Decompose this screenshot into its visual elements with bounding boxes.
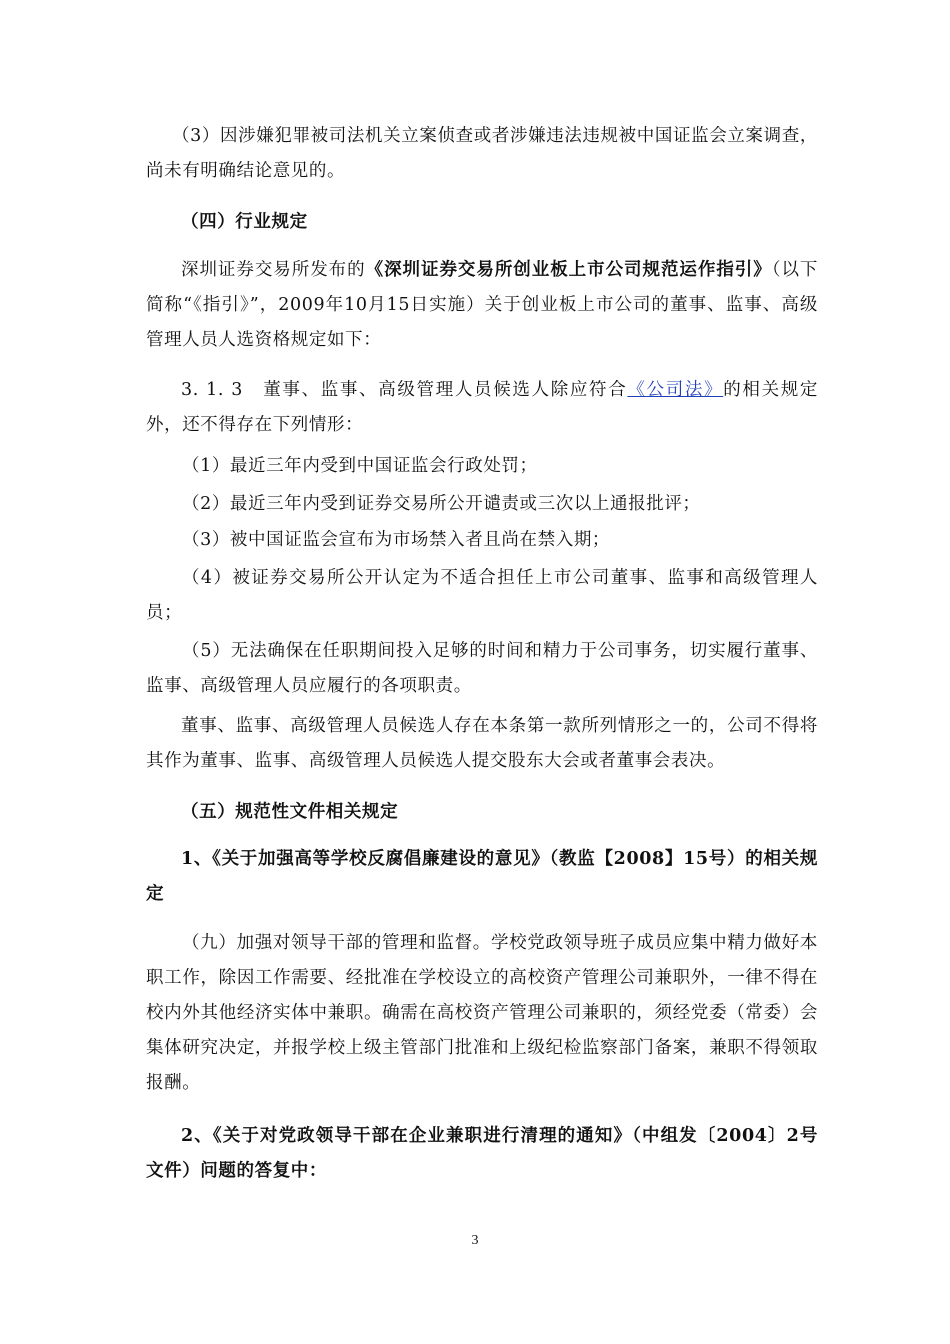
text-segment: 深圳证券交易所发布的 [181, 260, 366, 280]
section-heading-industry-rules: （四）行业规定 [181, 212, 308, 232]
text-segment: 3. 1. 3 董事、监事、高级管理人员候选人除应符合 [181, 380, 628, 400]
paragraph-item-3-investigation: （3）因涉嫌犯罪被司法机关立案侦查或者涉嫌违法违规被中国证监会立案调查，尚未有明确结论意见的。 [146, 126, 818, 181]
page-number: 3 [471, 1233, 479, 1248]
guideline-title: 《深圳证券交易所创业板上市公司规范运作指引》 [365, 260, 772, 280]
list-item-5: （5）无法确保在任职期间投入足够的时间和精力于公司事务，切实履行董事、监事、高级管理人员应履行的各项职责。 [146, 641, 818, 696]
list-item-4: （4）被证券交易所公开认定为不适合担任上市公司董事、监事和高级管理人员； [146, 568, 818, 623]
paragraph-article-3-1-3 [146, 373, 818, 443]
subheading-anti-corruption-opinion: 1、《关于加强高等学校反腐倡廉建设的意见》（教监【2008】15号）的相关规定 [146, 849, 818, 904]
text-segment: （以下简称“《指引》”，2009年10月15日实施）关于创业板上市公司的董事、监事、高级管理人员人选资格规定如下： [146, 260, 819, 350]
paragraph-candidate-restriction: 董事、监事、高级管理人员候选人存在本条第一款所列情形之一的，公司不得将其作为董事、监事、高级管理人员候选人提交股东大会或者董事会表决。 [146, 716, 818, 771]
company-law-link[interactable]: 《公司法》 [627, 380, 724, 400]
section-heading-normative-docs: （五）规范性文件相关规定 [181, 802, 399, 822]
paragraph-szse-guideline [146, 253, 818, 358]
subheading-concurrent-posts-notice: 2、《关于对党政领导干部在企业兼职进行清理的通知》（中组发〔2004〕2号文件）问题的答复中： [146, 1126, 818, 1181]
paragraph-article-nine: （九）加强对领导干部的管理和监督。学校党政领导班子成员应集中精力做好本职工作，除因工作需要、经批准在学校设立的高校资产管理公司兼职外，一律不得在校内外其他经济实体中兼职。确需在高校资产管理公司兼职的，须经党委（常委）会集体研究决定，并报学校上级主管部门批准和上级纪检监察部门备案，兼职不得领取报酬。 [146, 933, 818, 1093]
text-segment: 的相关规定外，还不得存在下列情形： [146, 380, 819, 435]
list-item-3: （3）被中国证监会宣布为市场禁入者且尚在禁入期； [182, 530, 611, 550]
list-item-2: （2）最近三年内受到证券交易所公开谴责或三次以上通报批评； [182, 494, 701, 514]
list-item-1: （1）最近三年内受到中国证监会行政处罚； [182, 456, 538, 476]
